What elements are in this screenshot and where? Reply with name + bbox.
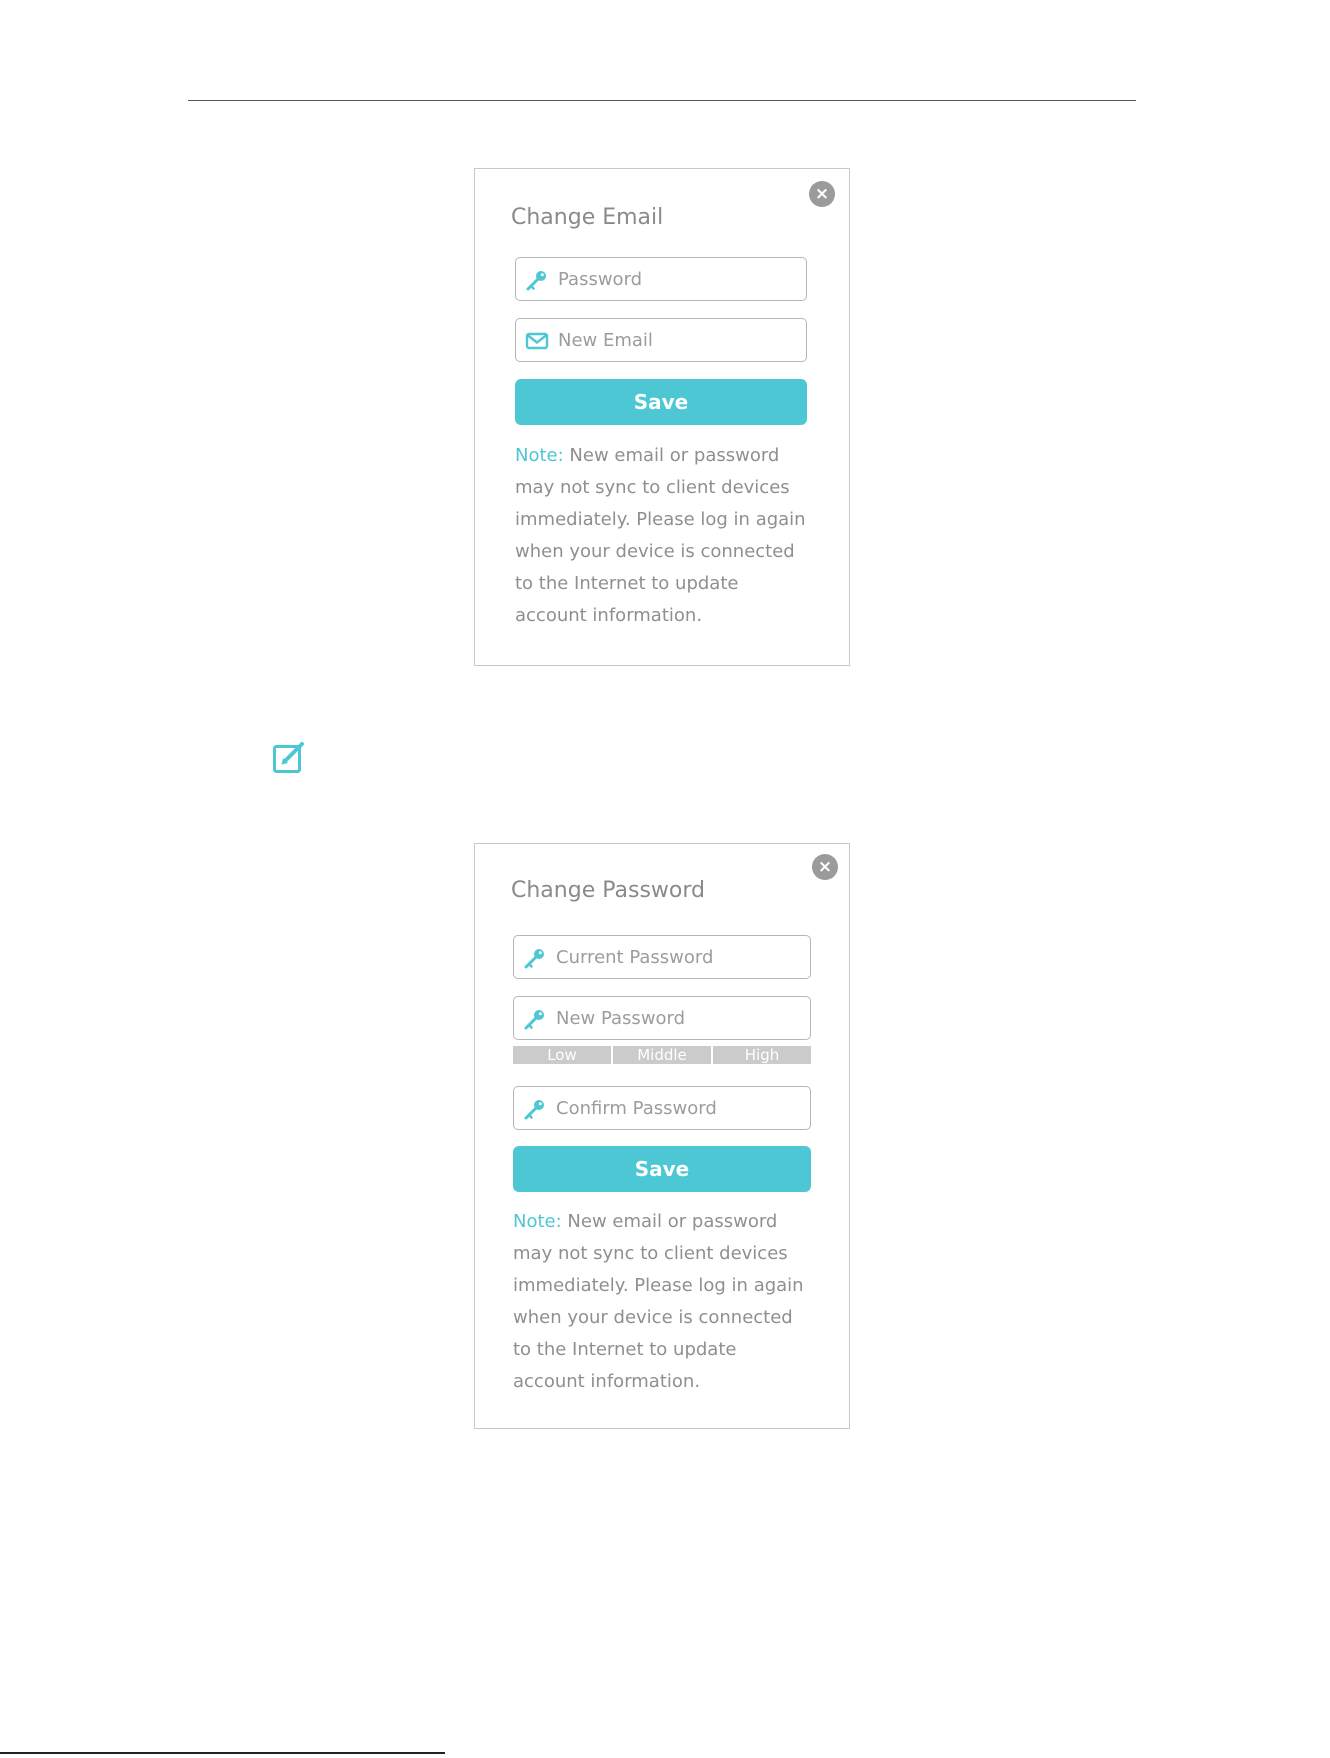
dialog-title: Change Password xyxy=(511,878,705,903)
new-email-field[interactable] xyxy=(515,318,807,362)
current-password-input[interactable] xyxy=(556,942,796,972)
close-icon[interactable]: × xyxy=(812,854,838,880)
note-body: New email or password may not sync to client devices immediately. Please log in again when your device is connected to the Internet to update account information. xyxy=(515,445,806,626)
password-strength-meter xyxy=(513,1046,811,1064)
strength-high: High xyxy=(711,1046,811,1064)
note-text xyxy=(513,1206,813,1398)
key-icon xyxy=(523,946,547,970)
new-password-input[interactable] xyxy=(556,1003,796,1033)
key-icon xyxy=(523,1007,547,1031)
note-body: New email or password may not sync to client devices immediately. Please log in again when your device is connected to the Internet to update account information. xyxy=(513,1211,804,1392)
edit-note-icon xyxy=(272,740,306,774)
save-button[interactable]: Save xyxy=(513,1146,811,1192)
change-email-dialog xyxy=(474,168,850,666)
confirm-password-field[interactable] xyxy=(513,1086,811,1130)
password-field[interactable] xyxy=(515,257,807,301)
key-icon xyxy=(525,268,549,292)
save-button[interactable]: Save xyxy=(515,379,807,425)
confirm-password-input[interactable] xyxy=(556,1093,796,1123)
strength-middle: Middle xyxy=(611,1046,711,1064)
password-input[interactable] xyxy=(558,264,798,294)
page-bottom-divider xyxy=(0,1752,445,1754)
strength-low: Low xyxy=(513,1046,611,1064)
note-text xyxy=(515,440,815,632)
current-password-field[interactable] xyxy=(513,935,811,979)
change-password-dialog xyxy=(474,843,850,1429)
close-icon[interactable]: × xyxy=(809,181,835,207)
new-email-input[interactable] xyxy=(558,325,798,355)
note-label: Note: xyxy=(513,1211,562,1232)
key-icon xyxy=(523,1097,547,1121)
new-password-field[interactable] xyxy=(513,996,811,1040)
dialog-title: Change Email xyxy=(511,205,664,230)
note-label: Note: xyxy=(515,445,564,466)
page-top-divider xyxy=(188,100,1136,101)
envelope-icon xyxy=(525,329,549,353)
